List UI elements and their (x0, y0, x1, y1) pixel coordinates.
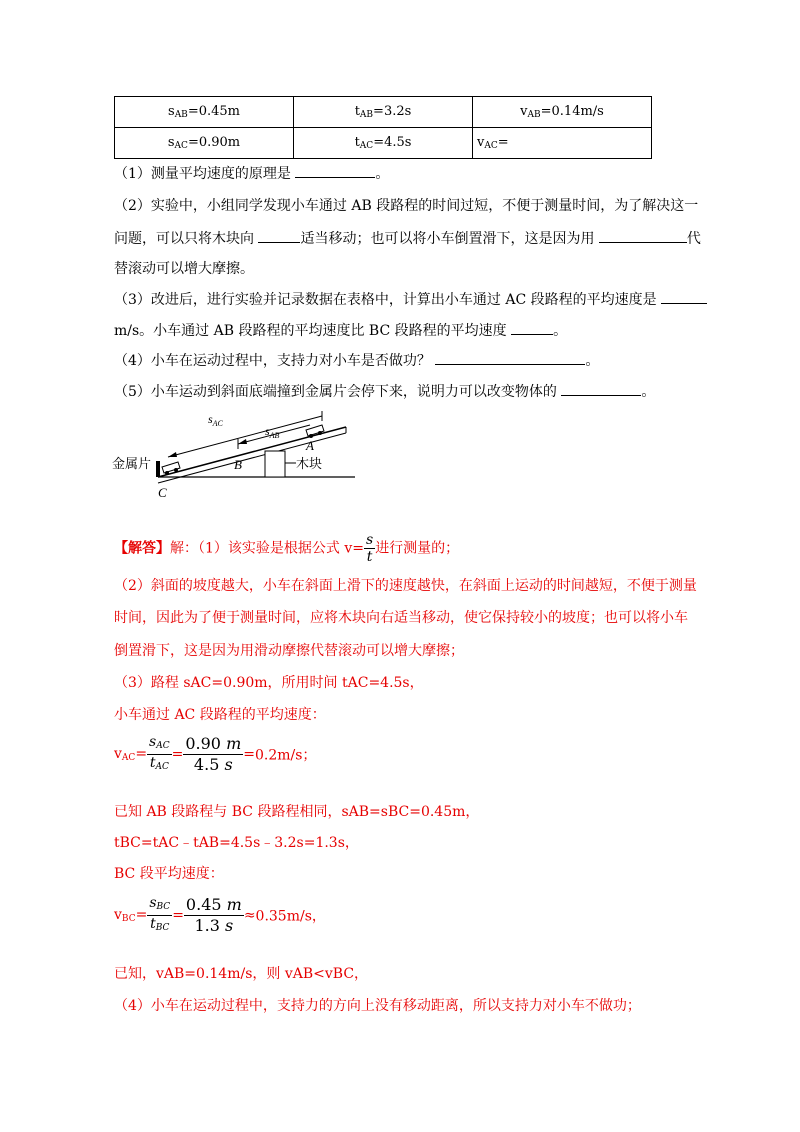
answer-line-3: 时间，因此为了便于测量时间，应将木块向右适当移动，使它保持较小的坡度；也可以将小车 (114, 610, 688, 626)
metal-plate (156, 461, 160, 477)
answer-line-5: （3）路程 sAC=0.90m，所用时间 tAC=4.5s， (114, 675, 424, 691)
sac-arrow (168, 416, 322, 457)
answer-line-2: （2）斜面的坡度越大，小车在斜面上滑下的速度越快，在斜面上运动的时间越短，不便于测量 (114, 578, 697, 594)
cell-sac: $s_{AC}=0.90m$ (115, 128, 294, 159)
answer-blank[interactable] (435, 364, 585, 365)
answer-line-10: BC 段平均速度： (114, 866, 224, 882)
answer-line-13: （4）小车在运动过程中，支持力的方向上没有移动距离，所以支持力对小车不做功； (114, 998, 641, 1014)
question-3-line-2: m/s。小车通过 AB 段路程的平均速度比 BC 段路程的平均速度 。 (114, 323, 568, 339)
data-table (114, 96, 652, 159)
label-sab: $s_{AB}$ (265, 424, 280, 440)
answer-line-9: tBC=tAC﹣tAB=4.5s﹣3.2s=1.3s， (114, 835, 359, 851)
cell-vab: $v_{AB}=0.14m/s$ (473, 97, 652, 128)
label-a: A (306, 438, 314, 453)
answer-line-4: 倒置滑下，这是因为用滑动摩擦代替滚动可以增大摩擦； (114, 643, 464, 659)
question-5: （5）小车运动到斜面底端撞到金属片会停下来，说明力可以改变物体的 。 (114, 384, 656, 400)
answer-blank[interactable] (511, 334, 553, 335)
label-sac: $s_{AC}$ (208, 412, 223, 428)
table-row (115, 128, 652, 159)
label-metal-plate: 金属片 (112, 457, 152, 472)
formula-vbc: $v_{BC}=$ $\frac{s_{BC}}{t_{BC}}$ = $\frac{0.45 m}{1.3 s}$ ≈0.35m/s， (114, 895, 326, 935)
incline-diagram (110, 405, 370, 505)
label-c: C (158, 485, 167, 500)
formula-vac: $v_{AC}=$ $\frac{s_{AC}}{t_{AC}}$ = $\frac{0.90 m}{4.5 s}$ =0.2m/s； (114, 734, 317, 774)
question-2-line-2: 问题，可以只将木块向 适当移动；也可以将小车倒置滑下，这是因为用 代 (114, 231, 701, 247)
answer-line-1: 【解答】解：（1）该实验是根据公式 v= $\frac{s}{t}$ 进行测量的； (114, 532, 460, 565)
formula-v-st: $\frac{s}{t}$ (366, 532, 374, 565)
question-3-line-1: （3）改进后，进行实验并记录数据在表格中，计算出小车通过 AC 段路程的平均速度是 (114, 289, 707, 309)
label-wood-block: 木块 (296, 457, 323, 472)
answer-blank[interactable] (661, 303, 707, 304)
answer-blank[interactable] (561, 395, 641, 396)
answer-tag: 【解答】 (114, 540, 170, 557)
answer-blank[interactable] (258, 242, 300, 243)
answer-blank[interactable] (599, 242, 687, 243)
question-2-line-3: 替滚动可以增大摩擦。 (114, 261, 254, 277)
table-row (115, 97, 652, 128)
label-b: B (234, 457, 242, 472)
question-4: （4）小车在运动过程中，支持力对小车是否做功？ 。 (114, 353, 600, 369)
cart-top (306, 425, 324, 438)
cell-tab: $t_{AB}=3.2s$ (294, 97, 473, 128)
answer-line-8: 已知 AB 段路程与 BC 段路程相同，sAB=sBC=0.45m， (114, 804, 480, 820)
answer-line-12: 已知，vAB=0.14m/s，则 vAB<vBC， (114, 966, 369, 982)
question-2-line-1: （2）实验中，小组同学发现小车通过 AB 段路程的时间过短，不便于测量时间，为了解决这一 (114, 198, 699, 214)
question-1: （1）测量平均速度的原理是 。 (114, 166, 390, 182)
answer-blank[interactable] (295, 177, 375, 178)
wood-block (265, 451, 285, 477)
cell-vac: $v_{AC}=$ (473, 128, 652, 159)
answer-line-6: 小车通过 AC 段路程的平均速度： (114, 707, 326, 723)
cell-sab: $s_{AB}=0.45m$ (115, 97, 294, 128)
cell-tac: $t_{AC}=4.5s$ (294, 128, 473, 159)
